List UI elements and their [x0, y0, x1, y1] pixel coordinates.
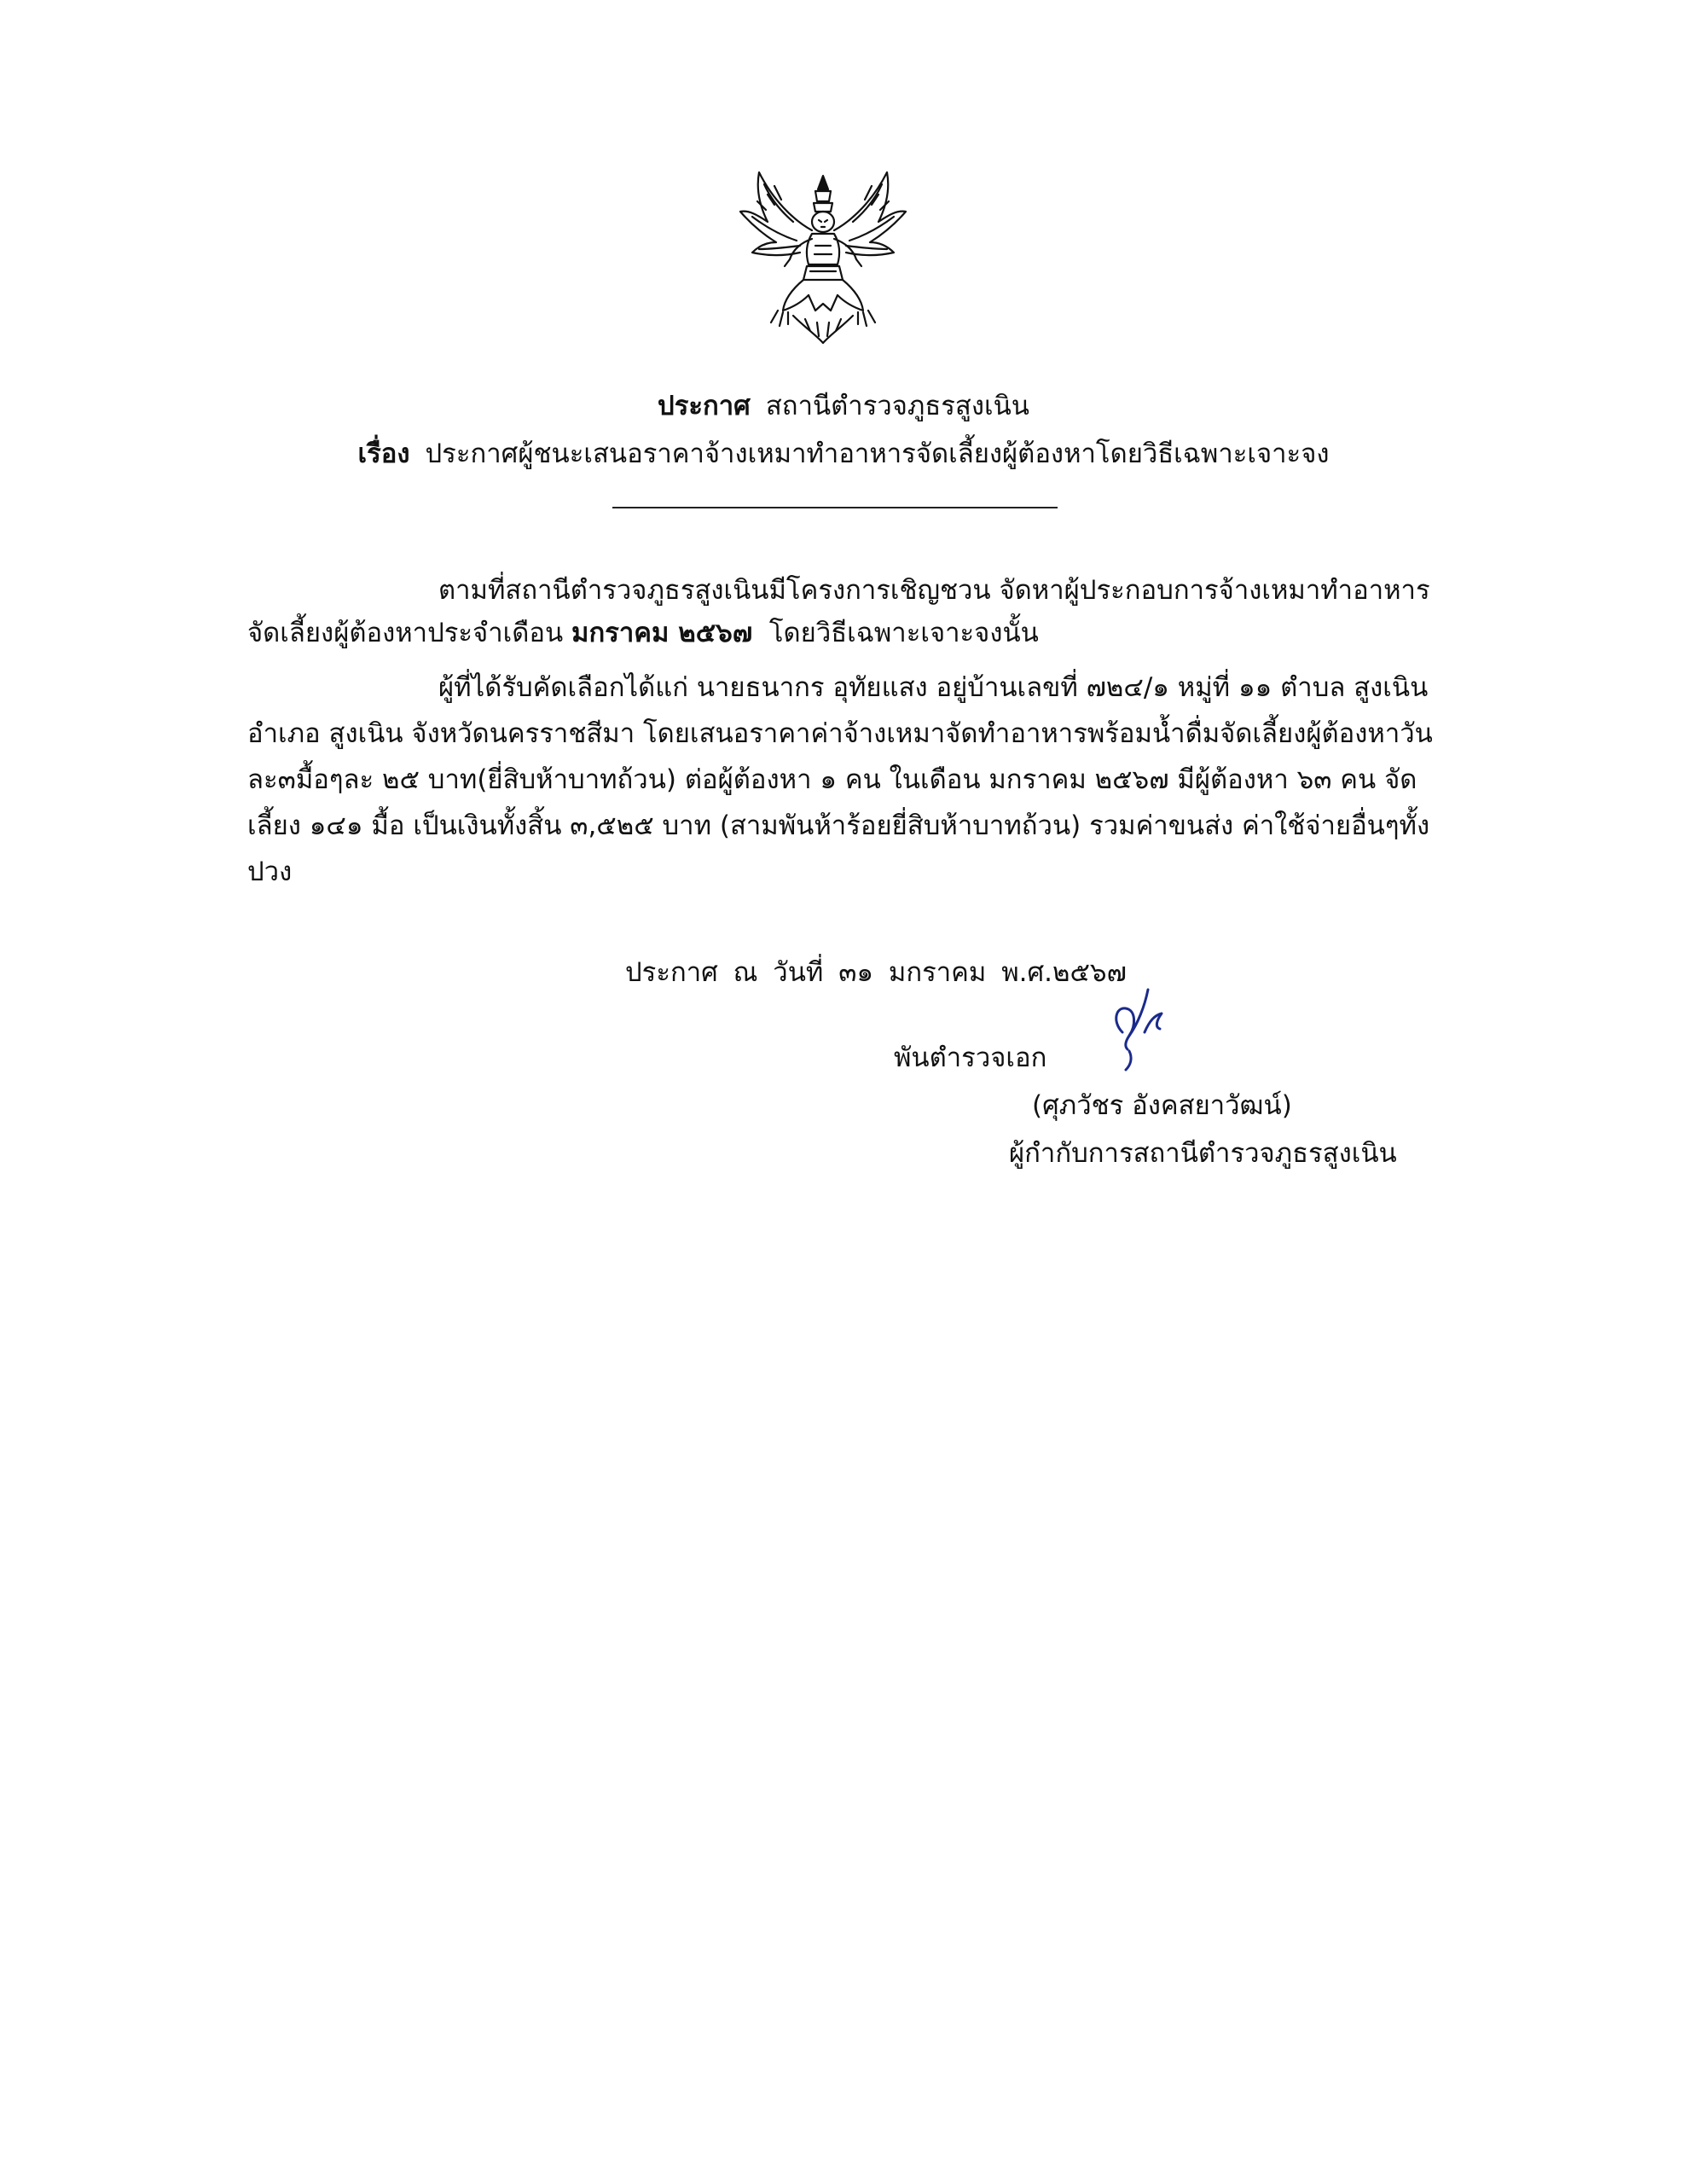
title-value: สถานีตำรวจภูธรสูงเนิน — [765, 391, 1029, 421]
announcement-title — [0, 387, 1687, 425]
subject-key: เรื่อง — [357, 439, 410, 469]
paragraph-1-line-2 — [247, 614, 1412, 652]
paragraph-1-month-bold: มกราคม ๒๕๖๗ — [571, 618, 753, 648]
heading-divider — [612, 507, 1058, 508]
garuda-emblem-icon — [733, 160, 913, 350]
paragraph-2-line-4: เลี้ยง ๑๔๑ มื้อ เป็นเงินทั้งสิ้น ๓,๕๒๕ บาท (สามพันห้าร้อยยี่สิบห้าบาทถ้วน) รวมค่าขนส่ง ค่าใช้จ่ายอื่นๆทั้ง — [247, 810, 1430, 841]
subject-value: ประกาศผู้ชนะเสนอราคาจ้างเหมาทำอาหารจัดเลี้ยงผู้ต้องหาโดยวิธีเฉพาะเจาะจง — [425, 439, 1330, 469]
paragraph-2-line-5: ปวง — [247, 857, 293, 887]
paragraph-2-line-1: ผู้ที่ได้รับคัดเลือกได้แก่ นายธนากร อุทัยแสง อยู่บ้านเลขที่ ๗๒๔/๑ หมู่ที่ ๑๑ ตำบล สูงเนิน — [438, 672, 1429, 703]
signer-name: (ศุภวัชร อังคสยาวัฒน์) — [1032, 1090, 1292, 1121]
signer-rank: พันตำรวจเอก — [894, 1043, 1047, 1073]
paragraph-1-line-1: ตามที่สถานีตำรวจภูธรสูงเนินมีโครงการเชิญชวน จัดหาผู้ประกอบการจ้างเหมาทำอาหาร — [438, 575, 1430, 606]
signer-position: ผู้กำกับการสถานีตำรวจภูธรสูงเนิน — [1009, 1138, 1397, 1169]
paragraph-2-line-3: ละ๓มื้อๆละ ๒๕ บาท(ยี่สิบห้าบาทถ้วน) ต่อผู้ต้องหา ๑ คน ในเดือน มกราคม ๒๕๖๗ มีผู้ต้องหา ๖๓ คน จัด — [247, 764, 1417, 795]
paragraph-1-text-a: จัดเลี้ยงผู้ต้องหาประจำเดือน — [247, 618, 564, 648]
paragraph-2-line-2: อำเภอ สูงเนิน จังหวัดนครราชสีมา โดยเสนอราคาค่าจ้างเหมาจัดทำอาหารพร้อมน้ำดื่มจัดเลี้ยงผู้ต้องหาวัน — [247, 718, 1433, 749]
announcement-subject — [0, 435, 1687, 473]
title-key: ประกาศ — [658, 391, 751, 421]
announcement-date: ประกาศ ณ วันที่ ๓๑ มกราคม พ.ศ.๒๕๖๗ — [625, 957, 1127, 988]
handwritten-signature — [1104, 973, 1197, 1075]
paragraph-1-text-b: โดยวิธีเฉพาะเจาะจงนั้น — [768, 618, 1039, 648]
